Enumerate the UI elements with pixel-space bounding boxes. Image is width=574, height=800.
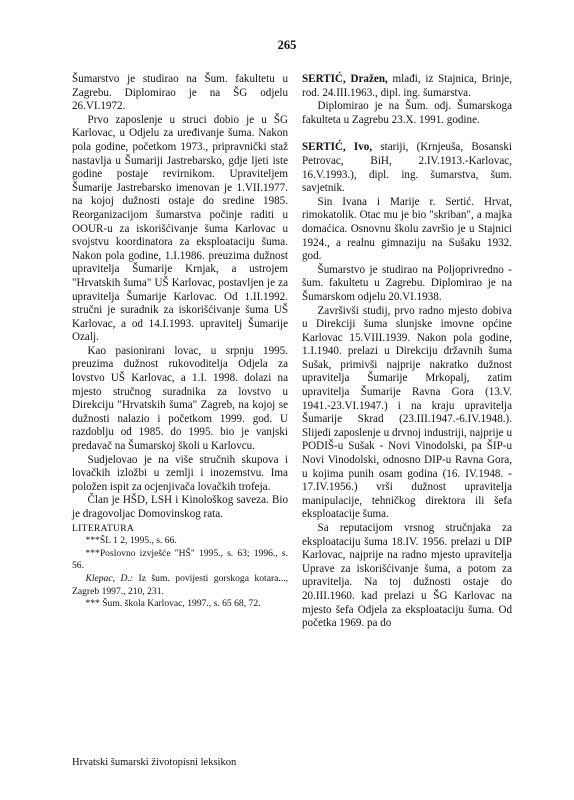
entry-name: SERTIĆ, Ivo, xyxy=(302,141,373,154)
literature-text: Iz šum. povijesti gorskoga kotara..., Zagreb 1997., 210, 231. xyxy=(72,572,289,597)
entry-heading xyxy=(302,141,512,195)
page-footer: Hrvatski šumarski životopisni leksikon xyxy=(72,757,237,768)
literature-item: ***Poslovno izvješće "HŠ" 1995., s. 63; 1996., s. 56. xyxy=(72,547,288,572)
literature-item: *** Šum. škola Karlovac, 1997., s. 65 68, 72. xyxy=(85,598,261,610)
page-number: 265 xyxy=(277,38,297,52)
entry-separator xyxy=(302,127,512,141)
entry-details: mlađi, iz Stajnica, Brinje, rod. 24.III.1963., dipl. ing. šumarstva. xyxy=(302,73,512,99)
literature-heading: LITERATURA xyxy=(72,522,135,534)
paragraph: Član je HŠD, LSH i Kinološkog saveza. Bio je dragovoljac Domovinskog rata. xyxy=(72,494,288,520)
entry-details: stariji, (Krnjeuša, Bosanski Petrovac, BiH, 2.IV.1913.-Karlovac, 16.V.1993.), dipl. ing. šumarstva, šum. savjetnik. xyxy=(302,141,512,195)
literature-item xyxy=(72,573,288,598)
paragraph: Šumarstvo je studirao na Šum. fakultetu u Zagrebu. Diplomirao je na ŠG odjelu 26.VI.1972. xyxy=(72,73,288,113)
paragraph: Sa reputacijom vrsnog stručnjaka za eksploataciju šuma 18.IV. 1956. prelazi u DIP Karlovac, najprije na radno mjesto upravitelja Uprave za iskorišćivanje šuma, a potom za upravitelja. Na toj dužnosti ostaje do 20.III.1960. kad prelazi u ŠG Karlovac na mjesto šefa Odjela za eksploataciju šuma. Od početka 1969. pa do xyxy=(302,522,512,630)
paragraph: Prvo zaposlenje u struci dobio je u ŠG Karlovac, u Odjelu za uređivanje šuma. Nakon pola godine, početkom 1973., pripravnički staž nastavlja u Šumariji Jastrebarsko, gdje ljeti iste godine postaje revirnikom. Upraviteljem Šumarije Jastrebarsko imenovan je 1.VII.1977. na kojoj dužnosti ostaje do sredine 1985. Reorganizacijom šumarstva počinje raditi u OOUR-u za iskorišćivanje šuma Karlovac u svojstvu koordinatora za eksploataciju šuma. Nakon pola godine, 1.I.1986. preuzima dužnost upravitelja Šumarije Krnjak, a ustrojem "Hrvatskih šuma" UŠ Karlovac, postavljen je za upravitelja Šumarije Karlovac. Od 1.II.1992. stručni je suradnik za iskorišćivanje šuma UŠ Karlovac, a od 14.I.1993. upravitelj Šumarije Ozalj. xyxy=(72,113,288,344)
paragraph: Završivši studij, prvo radno mjesto dobiva u Direkciji šuma slunjske imovne općine Karlovac 15.VIII.1939. Nakon pola godine, 1.I.1940. prelazi u Direkciju državnih šuma Sušak, primivši najprije nakratko dužnost upravitelja Šumarije Mrkopalj, zatim upravitelja Šumarije Ravna Gora (13.V. 1941.-23.VI.1947.) i na kraju upravitelja Šumarije Skrad (23.III.1947.-6.IV.1948.). Slijedi zaposlenje u drvnoj industriji, najprije u PODIŠ-u Sušak - Novi Vinodolski, pa ŠIP-u Novi Vinodolski, odnosno DIP-u Ravna Gora, u kojima punih osam godina (16. IV.1948. - 17.IV.1956.) vrši dužnost upravitelja manipulacije, tehničkog direktora ili šefa eksploatacije šuma. xyxy=(302,304,512,521)
right-column xyxy=(302,73,512,631)
paragraph: Sin Ivana i Marije r. Sertić. Hrvat, rimokatolik. Otac mu je bio "skriban", a majka domaćica. Osnovnu školu završio je u Stajnici 1924., a realnu gimnaziju na Sušaku 1932. god. xyxy=(302,195,512,263)
left-column xyxy=(72,73,288,611)
entry-heading xyxy=(302,73,512,100)
entry-name: SERTIĆ, Dražen, xyxy=(302,73,388,85)
paragraph: Kao pasionirani lovac, u srpnju 1995. preuzima dužnost rukovoditelja Odjela za lovstvo UŠ Karlovac, a 1.I. 1998. dolazi na mjesto stručnog suradnika za lovstvo u Direkciju "Hrvatskih šuma" Zagreb, na kojoj se dužnosti nalazio i početkom 1999. god. U razdoblju od 1985. do 1995. bio je vanjski predavač na Šumarskoj školi u Karlovcu. xyxy=(72,344,288,453)
literature-author: Klepac, D.: xyxy=(85,572,134,584)
paragraph: Šumarstvo je studirao na Poljoprivredno - šum. fakultetu u Zagrebu. Diplomirao je na Šumarskom odjelu 20.VI.1938. xyxy=(302,263,512,303)
literature-item: ***ŠL 1 2, 1995., s. 66. xyxy=(85,535,177,547)
paragraph: Diplomirao je na Šum. odj. Šumarskoga fakulteta u Zagrebu 23.X. 1991. godine. xyxy=(302,100,512,126)
paragraph: Sudjelovao je na više stručnih skupova i lovačkih izložbi u zemlji i inozemstvu. Ima položen ispit za ocjenjivača lovačkih trofeja. xyxy=(72,453,288,493)
